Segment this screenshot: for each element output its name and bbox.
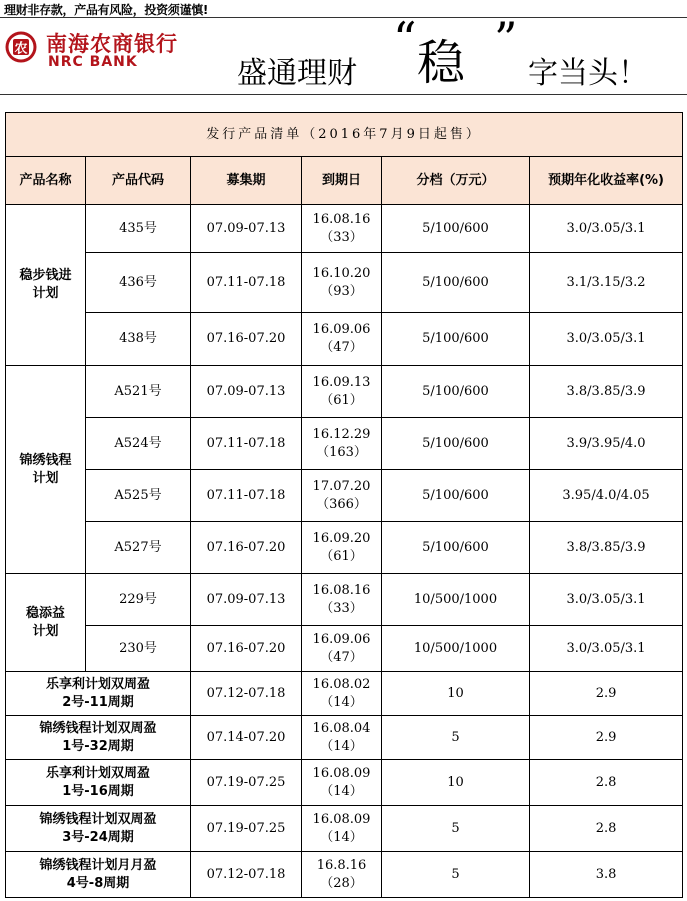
product-group-name-line: 计划 [32,286,59,301]
slogan-part-b: 字当头！ [528,56,648,91]
term-days: （33） [320,229,363,245]
product-code: A524号 [86,418,191,470]
header-product-name: 产品名称 [6,157,86,205]
term-days: （14） [320,783,363,799]
slogan [0,12,687,92]
table-row [6,716,683,760]
offer-period: 07.11-07.18 [191,418,302,470]
product-code: 438号 [86,313,191,366]
offer-period: 07.12-07.18 [191,852,302,898]
expiry-cell [302,522,382,574]
expiry-cell [302,418,382,470]
bank-logo-glyph: 农 [14,41,28,57]
header-expected-yield: 预期年化收益率(%) [530,157,683,205]
tier-amount: 10/500/1000 [382,626,530,672]
tier-amount: 5/100/600 [382,522,530,574]
expiry-date: 17.07.20 [312,478,371,494]
expiry-cell [302,760,382,806]
tier-amount: 5/100/600 [382,470,530,522]
slogan-quote-close: ” [494,12,518,66]
product-name-line: 锦绣钱程计划双周盈 [39,811,157,827]
product-group-name [6,574,86,672]
tier-amount: 10 [382,672,530,716]
expiry-date: 16.10.20 [312,265,371,281]
expiry-date: 16.09.13 [312,374,371,390]
expiry-cell [302,852,382,898]
offer-period: 07.11-07.18 [191,253,302,313]
expected-yield: 3.8 [530,852,683,898]
expiry-cell [302,574,382,626]
offer-period: 07.09-07.13 [191,574,302,626]
product-group-name-line: 计划 [32,623,59,639]
table-row [6,672,683,716]
product-name-line: 乐享利计划双周盈 [45,676,150,692]
product-name [6,672,191,716]
table-row [6,366,683,418]
table-row [6,852,683,898]
product-group-name [6,205,86,366]
term-days: （47） [320,649,363,665]
expiry-date: 16.8.16 [316,857,367,873]
offer-period: 07.11-07.18 [191,470,302,522]
expiry-cell [302,716,382,760]
tier-amount: 5/100/600 [382,418,530,470]
expiry-cell [302,626,382,672]
expiry-cell [302,313,382,366]
product-name-line: 锦绣钱程计划双周盈 [39,720,157,736]
offer-period: 07.12-07.18 [191,672,302,716]
expected-yield: 2.9 [530,716,683,760]
term-days: （93） [320,283,363,299]
term-days: （61） [320,392,363,408]
product-name [6,806,191,852]
slogan-key-word: 稳 [417,35,466,91]
expiry-cell [302,205,382,253]
tier-amount: 10/500/1000 [382,574,530,626]
table-row [6,418,683,470]
table-row [6,760,683,806]
expiry-date: 16.08.09 [312,811,371,827]
expected-yield: 3.95/4.0/4.05 [530,470,683,522]
header-divider [0,94,687,95]
expiry-date: 16.08.04 [312,720,371,736]
offer-period: 07.09-07.13 [191,366,302,418]
term-days: （33） [320,600,363,616]
table-row [6,522,683,574]
expiry-date: 16.09.20 [312,530,371,546]
expiry-cell [302,253,382,313]
expected-yield: 3.8/3.85/3.9 [530,366,683,418]
expected-yield: 2.9 [530,672,683,716]
slogan-part-a: 盛通理财 [237,56,357,91]
offer-period: 07.16-07.20 [191,522,302,574]
product-name-line: 1号-16周期 [62,783,134,799]
term-days: （61） [320,548,363,564]
expected-yield: 3.0/3.05/3.1 [530,574,683,626]
product-group-name-line: 锦绣钱程 [19,452,72,468]
product-table-body [6,113,683,898]
product-name-line: 2号-11周期 [62,694,134,710]
table-title: 发行产品清单（2016年7月9日起售） [6,113,683,157]
product-name [6,852,191,898]
expiry-cell [302,470,382,522]
expiry-cell [302,366,382,418]
term-days: （28） [320,875,363,891]
header-tier: 分档（万元） [382,157,530,205]
expected-yield: 3.1/3.15/3.2 [530,253,683,313]
product-group-name [6,366,86,574]
bank-name-cn: 南海农商银行 [46,32,178,56]
product-code: 230号 [86,626,191,672]
offer-period: 07.19-07.25 [191,760,302,806]
table-row [6,574,683,626]
expected-yield: 2.8 [530,760,683,806]
tier-amount: 5/100/600 [382,205,530,253]
table-row [6,313,683,366]
term-days: （14） [320,829,363,845]
offer-period: 07.14-07.20 [191,716,302,760]
product-code: A527号 [86,522,191,574]
top-divider [0,17,687,18]
expected-yield: 3.8/3.85/3.9 [530,522,683,574]
expiry-date: 16.08.02 [312,676,371,692]
term-days: （366） [316,496,367,512]
term-days: （47） [320,340,363,355]
product-name-line: 乐享利计划双周盈 [45,765,150,781]
expiry-date: 16.08.16 [312,582,371,598]
slogan-quote-open: “ [393,12,417,66]
expiry-cell [302,806,382,852]
expiry-date: 16.08.16 [312,211,371,227]
table-header-row [6,157,683,205]
offer-period: 07.09-07.13 [191,205,302,253]
tier-amount: 5 [382,852,530,898]
tier-amount: 10 [382,760,530,806]
expected-yield: 2.8 [530,806,683,852]
tier-amount: 5/100/600 [382,313,530,366]
table-row [6,253,683,313]
tier-amount: 5 [382,806,530,852]
table-row [6,626,683,672]
product-name [6,760,191,806]
product-code: 436号 [86,253,191,313]
expected-yield: 3.0/3.05/3.1 [530,313,683,366]
expiry-date: 16.12.29 [312,426,371,442]
product-code: 435号 [86,205,191,253]
header-product-code: 产品代码 [86,157,191,205]
bank-name-en: NRC BANK [48,54,138,70]
tier-amount: 5/100/600 [382,253,530,313]
product-name-line: 锦绣钱程计划月月盈 [39,857,157,873]
expected-yield: 3.0/3.05/3.1 [530,626,683,672]
header-offer-period: 募集期 [191,157,302,205]
product-name-line: 1号-32周期 [62,738,134,754]
expiry-date: 16.09.06 [312,322,371,337]
product-group-name-line: 计划 [32,470,59,486]
product-code: A521号 [86,366,191,418]
offer-period: 07.19-07.25 [191,806,302,852]
product-name-line: 4号-8周期 [66,875,130,891]
term-days: （14） [320,694,363,710]
tier-amount: 5/100/600 [382,366,530,418]
expiry-cell [302,672,382,716]
product-code: 229号 [86,574,191,626]
term-days: （163） [316,444,367,460]
offer-period: 07.16-07.20 [191,626,302,672]
product-code: A525号 [86,470,191,522]
tier-amount: 5 [382,716,530,760]
product-table [5,112,683,898]
risk-notice: 理财非存款，产品有风险，投资须谨慎! [4,3,209,17]
term-days: （14） [320,738,363,754]
expected-yield: 3.9/3.95/4.0 [530,418,683,470]
product-group-name-line: 稳步钱进 [19,268,72,283]
table-row [6,205,683,253]
expiry-date: 16.08.09 [312,765,371,781]
table-row [6,470,683,522]
table-row [6,806,683,852]
offer-period: 07.16-07.20 [191,313,302,366]
expiry-date: 16.09.06 [312,631,371,647]
product-group-name-line: 稳添益 [25,605,65,621]
header-expiry: 到期日 [302,157,382,205]
product-name [6,716,191,760]
expected-yield: 3.0/3.05/3.1 [530,205,683,253]
product-name-line: 3号-24周期 [62,829,134,845]
